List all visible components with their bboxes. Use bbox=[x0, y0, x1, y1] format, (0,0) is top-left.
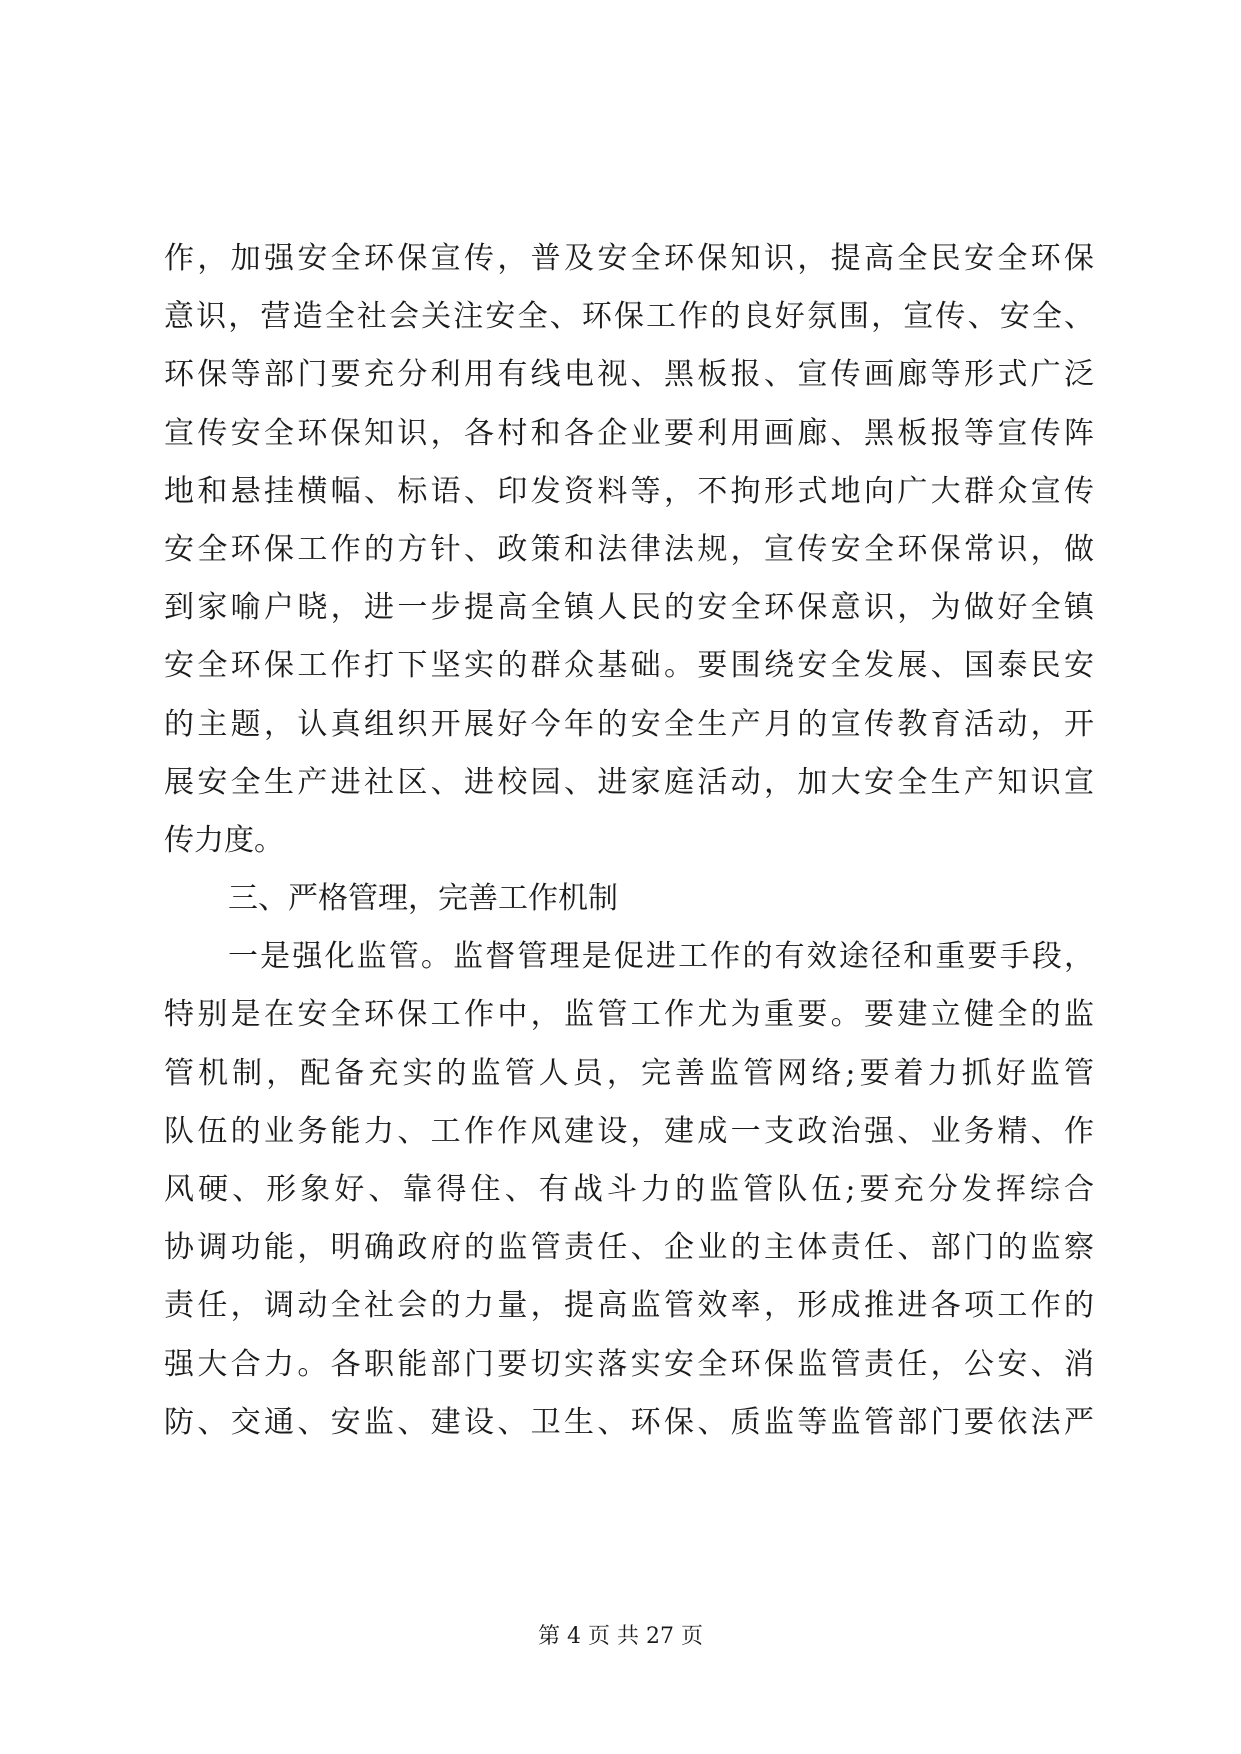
text-line: 安全环保工作打下坚实的群众基础。要围绕安全发展、国泰民安 bbox=[164, 648, 1094, 684]
text-line: 一是强化监管。监督管理是促进工作的有效途径和重要手段， bbox=[228, 939, 1094, 975]
text-line: 的主题，认真组织开展好今年的安全生产月的宣传教育活动，开 bbox=[164, 706, 1094, 742]
text-line: 责任，调动全社会的力量，提高监管效率，形成推进各项工作的 bbox=[164, 1288, 1094, 1324]
text-line: 意识，营造全社会关注安全、环保工作的良好氛围，宣传、安全、 bbox=[164, 299, 1094, 335]
text-line: 环保等部门要充分利用有线电视、黑板报、宣传画廊等形式广泛 bbox=[164, 357, 1094, 393]
text-line: 安全环保工作的方针、政策和法律法规，宣传安全环保常识，做 bbox=[164, 531, 1094, 567]
body-text bbox=[164, 230, 1094, 1452]
text-line: 风硬、形象好、靠得住、有战斗力的监管队伍;要充分发挥综合 bbox=[164, 1172, 1094, 1207]
text-line: 传力度。 bbox=[164, 822, 284, 858]
text-line: 地和悬挂横幅、标语、印发资料等，不拘形式地向广大群众宣传 bbox=[164, 473, 1094, 509]
text-line: 特别是在安全环保工作中，监管工作尤为重要。要建立健全的监 bbox=[164, 997, 1094, 1033]
page-number-footer: 第 4 页 共 27 页 bbox=[538, 1624, 703, 1649]
text-line: 展安全生产进社区、进校园、进家庭活动，加大安全生产知识宣 bbox=[164, 764, 1094, 800]
text-line: 协调功能，明确政府的监管责任、企业的主体责任、部门的监察 bbox=[164, 1230, 1094, 1266]
text-line: 作，加强安全环保宣传，普及安全环保知识，提高全民安全环保 bbox=[164, 241, 1094, 276]
text-line: 防、交通、安监、建设、卫生、环保、质监等监管部门要依法严 bbox=[164, 1404, 1094, 1440]
section-heading: 三、严格管理，完善工作机制 bbox=[228, 881, 618, 917]
text-line: 强大合力。各职能部门要切实落实安全环保监管责任，公安、消 bbox=[164, 1346, 1094, 1382]
text-line: 到家喻户晓，进一步提高全镇人民的安全环保意识，为做好全镇 bbox=[164, 590, 1094, 626]
text-line: 宣传安全环保知识，各村和各企业要利用画廊、黑板报等宣传阵 bbox=[164, 415, 1094, 451]
text-line: 队伍的业务能力、工作作风建设，建成一支政治强、业务精、作 bbox=[164, 1113, 1094, 1149]
text-line: 管机制，配备充实的监管人员，完善监管网络;要着力抓好监管 bbox=[164, 1055, 1094, 1091]
